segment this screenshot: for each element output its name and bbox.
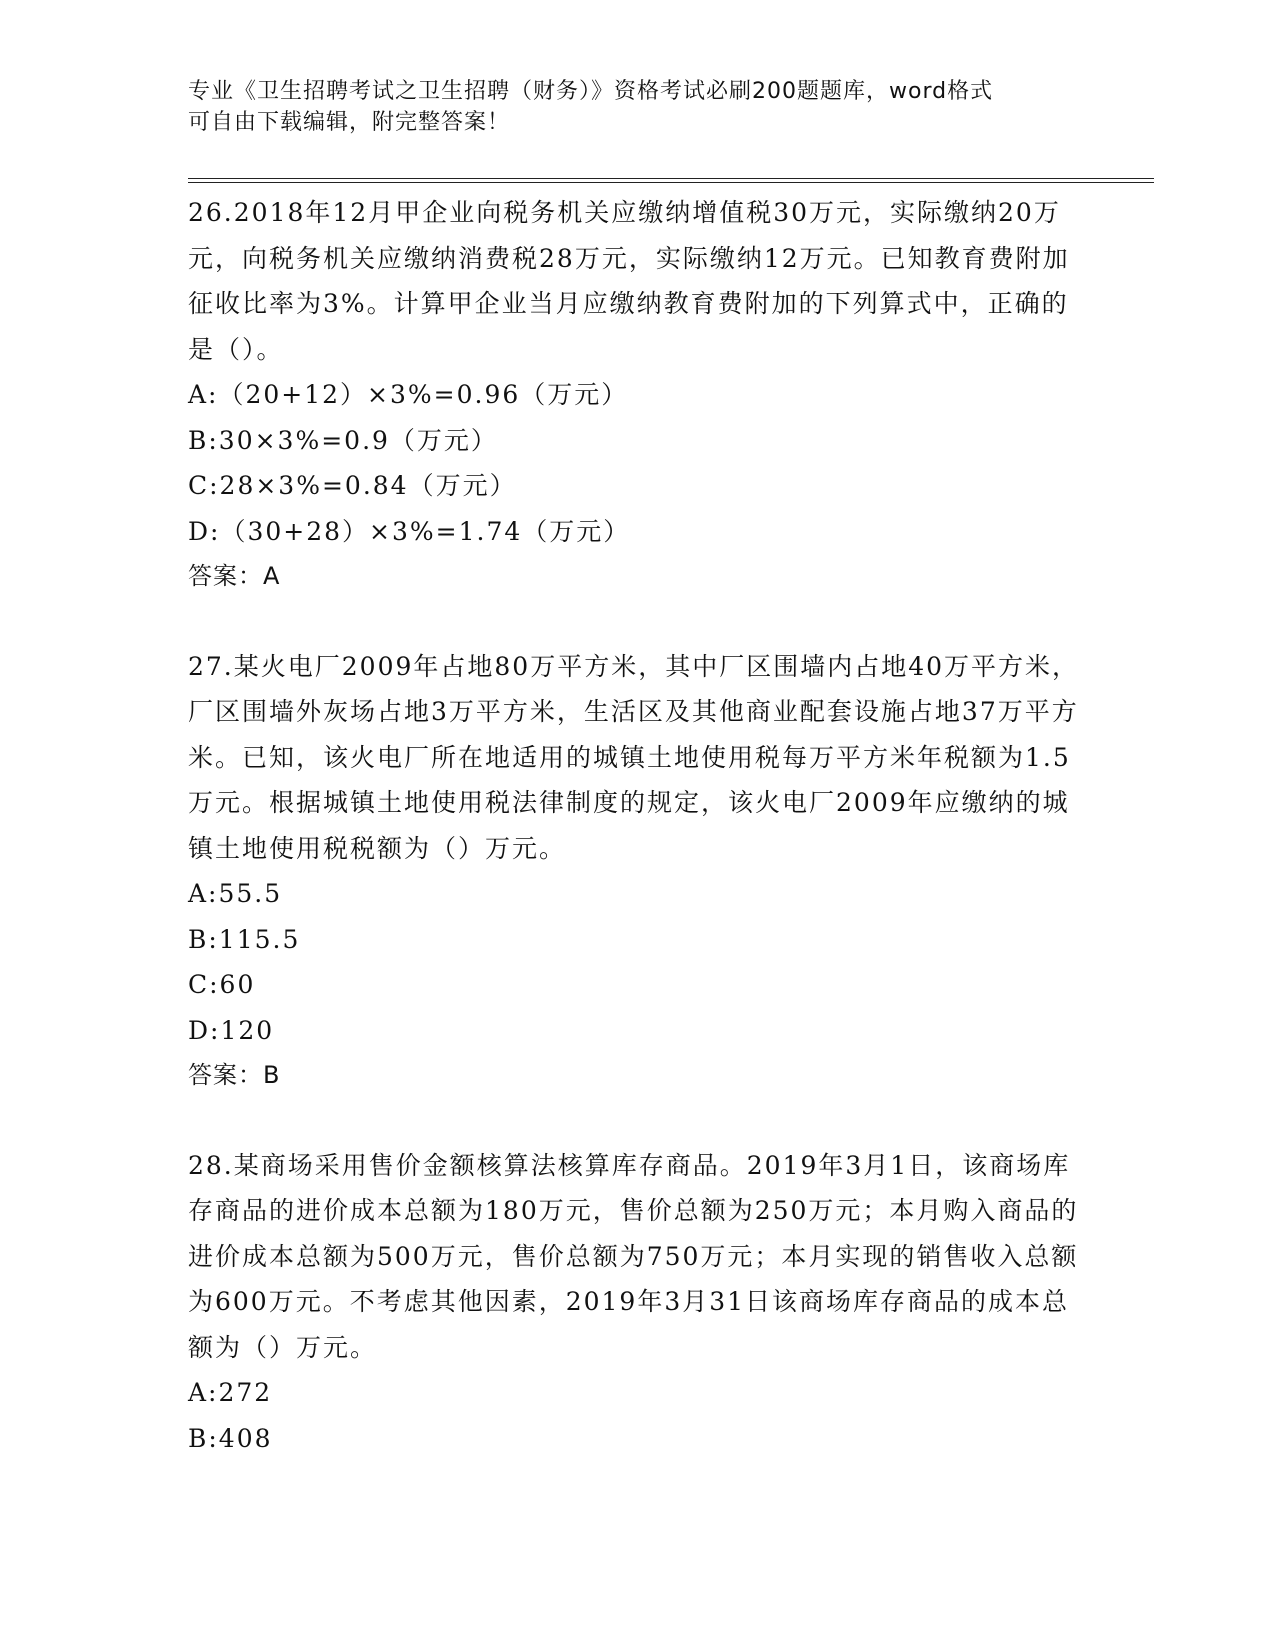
option-d: D:（30+28）×3%=1.74（万元） <box>188 516 631 546</box>
option-a: A:（20+12）×3%=0.96（万元） <box>188 380 629 409</box>
option-b: B:408 <box>188 1423 273 1453</box>
answer: 答案：B <box>188 1061 281 1089</box>
answer: 答案：A <box>188 562 281 590</box>
option-c: C:28×3%=0.84（万元） <box>188 471 517 500</box>
header-divider <box>188 178 1154 183</box>
spacer <box>188 1099 1088 1143</box>
question-text: 28.某商场采用售价金额核算法核算库存商品。2019年3月1日，该商场库存商品的进价成本总额为180万元，售价总额为250万元；本月购入商品的进价成本总额为500万元，售价总额为750万元；本月实现的销售收入总额为600万元。不考虑其他因素，2019年3月31日该商场库存商品的成本总额为（）万元。 <box>188 1150 1079 1362</box>
question-text: 27.某火电厂2009年占地80万平方米，其中厂区围墙内占地40万平方米，厂区围墙外灰场占地3万平方米，生活区及其他商业配套设施占地37万平方米。已知，该火电厂所在地适用的城镇土地使用税每万平方米年税额为1.5万元。根据城镇土地使用税法律制度的规定，该火电厂2009年应缴纳的城镇土地使用税税额为（）万元。 <box>188 651 1080 863</box>
option-d: D:120 <box>188 1015 275 1045</box>
option-b: B:30×3%=0.9（万元） <box>188 425 498 455</box>
header-line-2: 可自由下载编辑，附完整答案！ <box>188 110 511 135</box>
document-header <box>188 76 1068 138</box>
question-26 <box>188 190 1088 600</box>
question-28 <box>188 1143 1088 1462</box>
option-a: A:55.5 <box>188 879 283 908</box>
option-a: A:272 <box>188 1378 273 1407</box>
question-27 <box>188 644 1088 1099</box>
spacer <box>188 600 1088 644</box>
option-b: B:115.5 <box>188 924 301 954</box>
option-c: C:60 <box>188 970 256 999</box>
question-text: 26.2018年12月甲企业向税务机关应缴纳增值税30万元，实际缴纳20万元，向税务机关应缴纳消费税28万元，实际缴纳12万元。已知教育费附加征收比率为3%。计算甲企业当月应缴纳教育费附加的下列算式中，正确的是（）。 <box>188 198 1070 364</box>
question-list <box>188 190 1088 1461</box>
header-line-1: 专业《卫生招聘考试之卫生招聘（财务）》资格考试必刷200题题库，word格式 <box>188 79 994 104</box>
